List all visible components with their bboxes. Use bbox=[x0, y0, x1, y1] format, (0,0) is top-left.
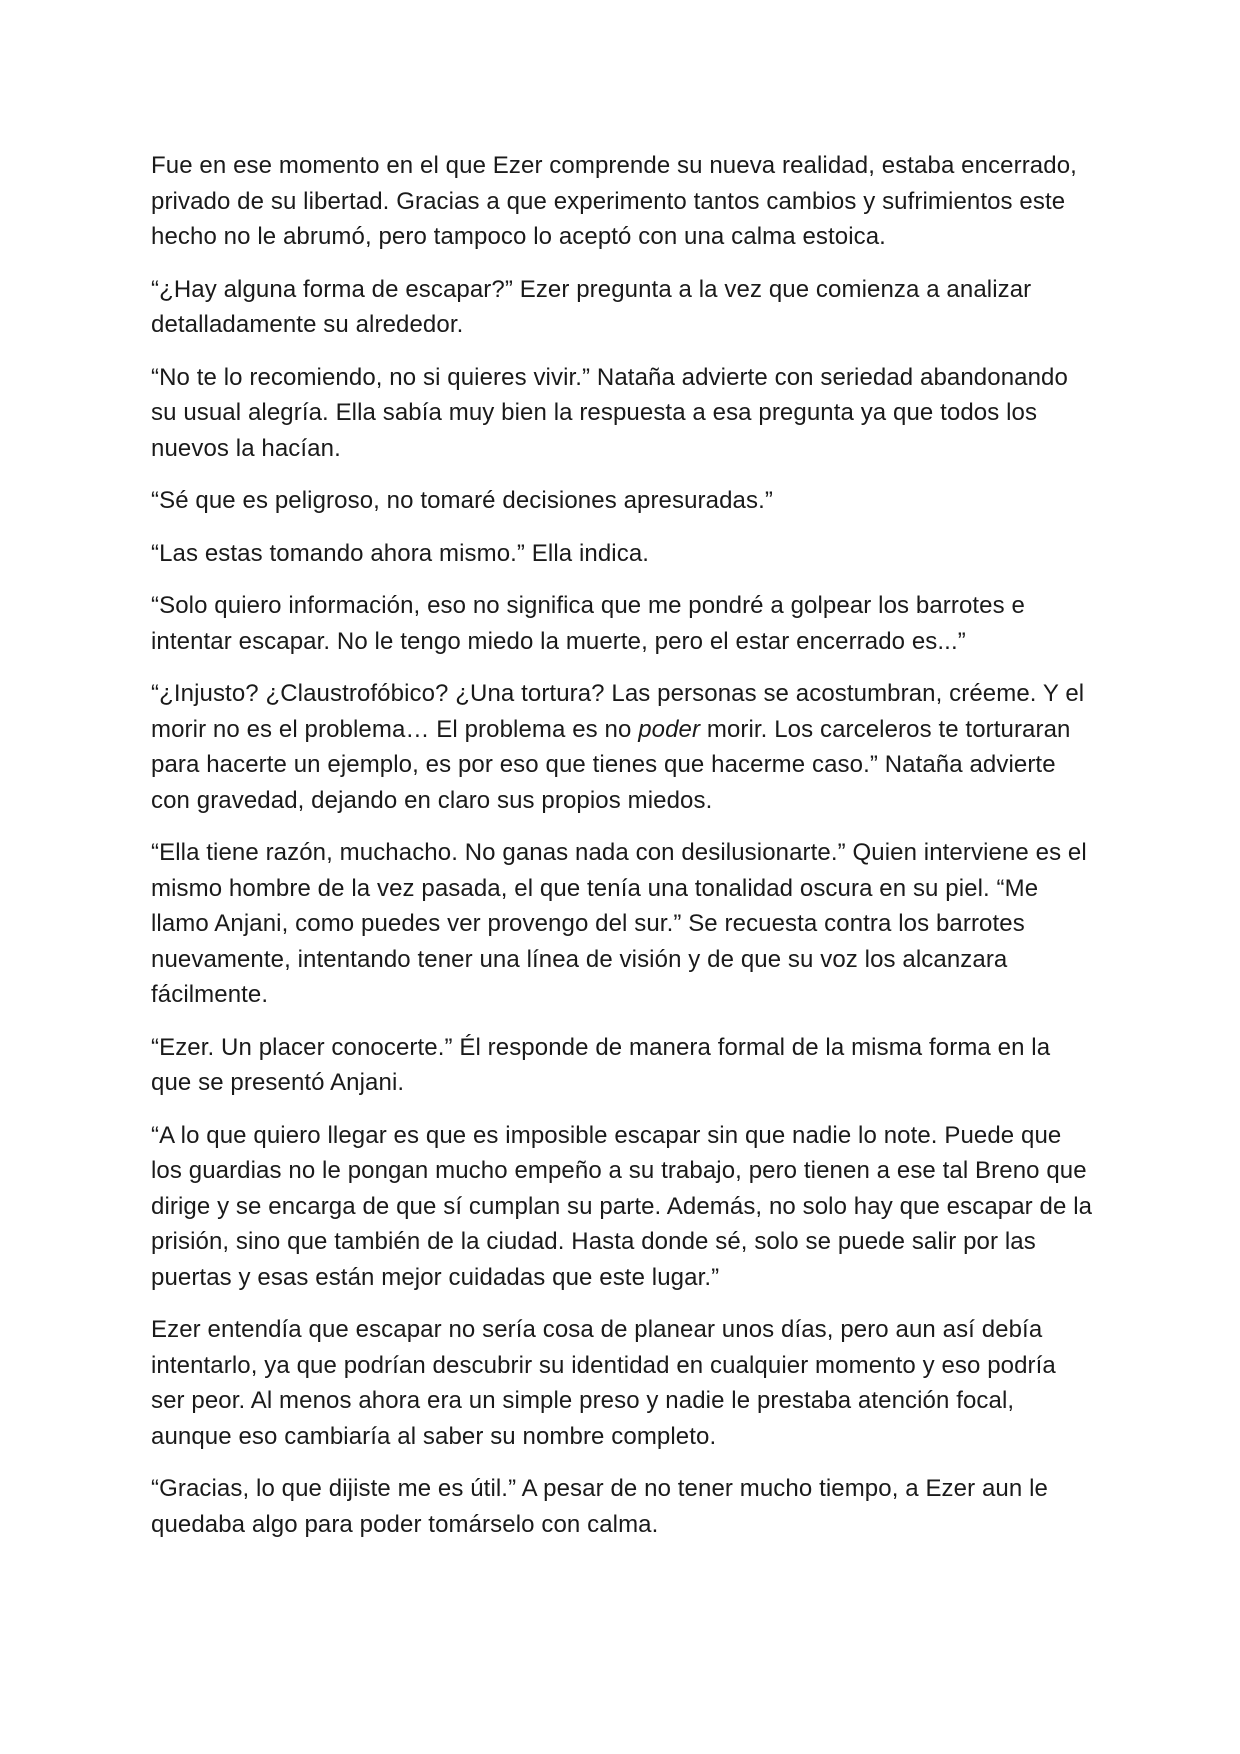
paragraph-4: “Sé que es peligroso, no tomaré decisiones apresuradas.” bbox=[151, 487, 773, 514]
paragraph-3: “No te lo recomiendo, no si quieres vivir.” Nataña advierte con seriedad abandonando su usual alegría. Ella sabía muy bien la respuesta a esa pregunta ya que todos los nuevos la hacían. bbox=[151, 363, 1068, 462]
paragraph-10: “A lo que quiero llegar es que es imposible escapar sin que nadie lo note. Puede que los guardias no le pongan mucho empeño a su trabajo, pero tienen a ese tal Breno que dirige y se encarga de que sí cumplan su parte. Además, no solo hay que escapar de la prisión, sino que también de la ciudad. Hasta donde sé, solo se puede salir por las puertas y esas están mejor cuidadas que este lugar.” bbox=[151, 1121, 1093, 1291]
paragraph-2: “¿Hay alguna forma de escapar?” Ezer pregunta a la vez que comienza a analizar detalladamente su alrededor. bbox=[151, 275, 1032, 338]
paragraph-6: “Solo quiero información, eso no significa que me pondré a golpear los barrotes e intentar escapar. No le tengo miedo la muerte, pero el estar encerrado es...” bbox=[151, 592, 1025, 655]
paragraph-12: “Gracias, lo que dijiste me es útil.” A pesar de no tener mucho tiempo, a Ezer aun le quedaba algo para poder tomárselo con calma. bbox=[151, 1475, 1048, 1538]
paragraph-7-before: “¿Injusto? ¿Claustrofóbico? ¿Una tortura? Las personas se acostumbran, créeme. Y el morir no es el problema… El problema es no bbox=[151, 680, 1085, 743]
paragraph-5: “Las estas tomando ahora mismo.” Ella indica. bbox=[151, 539, 650, 567]
paragraph-7-after: morir. Los carceleros te torturaran para hacerte un ejemplo, es por eso que tienes que hacerme caso.” Nataña advierte con gravedad, dejando en claro sus propios miedos. bbox=[151, 715, 1071, 814]
paragraph-7-italic: poder bbox=[638, 715, 701, 743]
paragraph-1: Fue en ese momento en el que Ezer comprende su nueva realidad, estaba encerrado, privado de su libertad. Gracias a que experimento tantos cambios y sufrimientos este hecho no le abrumó, pero tampoco lo aceptó con una calma estoica. bbox=[151, 152, 1077, 250]
document-body bbox=[151, 148, 1095, 1559]
paragraph-9: “Ezer. Un placer conocerte.” Él responde de manera formal de la misma forma en la que se presentó Anjani. bbox=[151, 1033, 1051, 1096]
paragraph-7 bbox=[151, 676, 1095, 818]
paragraph-8: “Ella tiene razón, muchacho. No ganas nada con desilusionarte.” Quien interviene es el mismo hombre de la vez pasada, el que tenía una tonalidad oscura en su piel. “Me llamo Anjani, como puedes ver provengo del sur.” Se recuesta contra los barrotes nuevamente, intentando tener una línea de visión y de que su voz los alcanzara fácilmente. bbox=[151, 839, 1087, 1008]
paragraph-11: Ezer entendía que escapar no sería cosa de planear unos días, pero aun así debía intentarlo, ya que podrían descubrir su identidad en cualquier momento y eso podría ser peor. Al menos ahora era un simple preso y nadie le prestaba atención focal, aunque eso cambiaría al saber su nombre completo. bbox=[151, 1316, 1056, 1450]
